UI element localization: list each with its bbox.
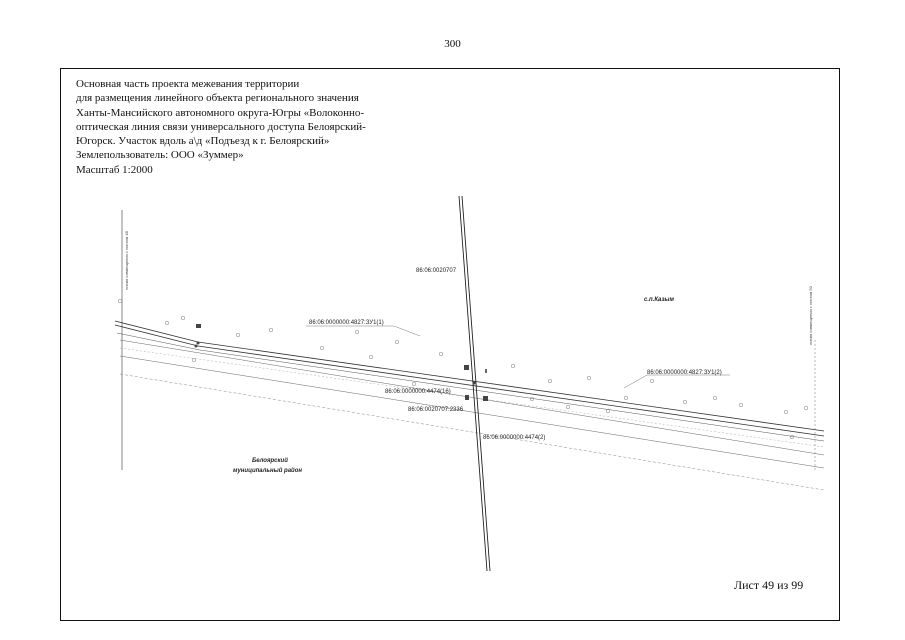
- title-line: Основная часть проекта межевания территории: [76, 78, 300, 90]
- title-line: Югорск. Участок вдоль а\д «Подъезд к г. Белоярский»: [76, 135, 330, 148]
- parcel-label: 86:06:0000000:4474(2): [483, 435, 546, 441]
- district-label: муниципальный район: [233, 468, 303, 474]
- district-label: Белоярский: [252, 458, 288, 464]
- title-line: Ханты-Мансийского автономного округа-Югры «Волоконно-: [76, 106, 365, 119]
- left-join-note: линия совмещения с листом 48: [124, 231, 129, 290]
- parcel-label: 86:06:0020707:2336: [408, 407, 464, 413]
- label-leaders: [306, 326, 730, 388]
- land-user-line: Землепользователь: ООО «Зуммер»: [76, 149, 244, 162]
- parcel-label: 86:06:0000000:4827:ЗУ1(2): [647, 370, 722, 376]
- page-number: 300: [444, 38, 461, 50]
- scale-line: Масштаб 1:2000: [76, 163, 153, 176]
- settlement-label: с.п.Казым: [644, 297, 674, 303]
- parcel-label: 86:06:0000000:4474(16): [385, 389, 451, 395]
- sheet-number: Лист 49 из 99: [734, 578, 804, 592]
- road: [115, 321, 824, 490]
- title-line: для размещения линейного объекта регионального значения: [76, 92, 359, 105]
- survey-markers: [118, 299, 808, 439]
- parcel-label: 86:06:0020707: [416, 268, 457, 274]
- title-line: оптическая линия связи универсального доступа Белоярский-: [76, 120, 366, 133]
- parcel-label: 86:06:0000000:4827:ЗУ1(1): [309, 320, 384, 326]
- right-join-note: линия совмещения с листом 50: [808, 286, 813, 345]
